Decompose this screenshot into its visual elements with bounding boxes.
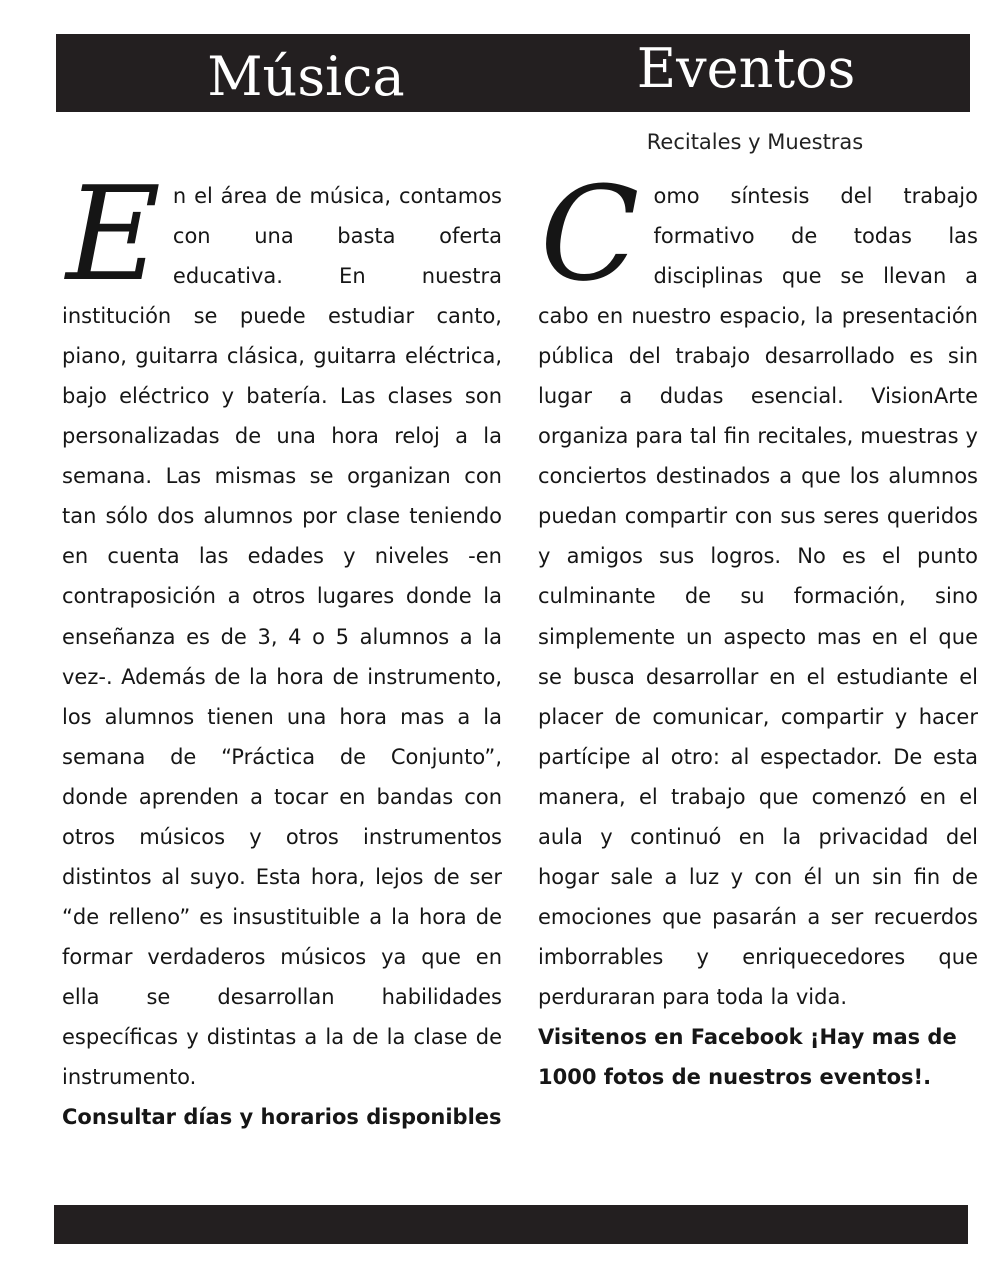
musica-title: Música (207, 45, 405, 108)
musica-body: n el área de música, contamos con una basta oferta educativa. En nuestra institución se puede estudiar canto, piano, guitarra clásica, guitarra eléctrica, bajo eléctrico y batería. Las clases son personalizadas de una hora reloj a la semana. Las mismas se organizan con tan sólo dos alumnos por clase teniendo en cuenta las edades y niveles -en contraposición a otros lugares donde la enseñanza es de 3, 4 o 5 alumnos a la vez-. Además de la hora de instrumento, los alumnos tienen una hora mas a la semana de “Práctica de Conjunto”, donde aprenden a tocar en bandas con otros músicos y otros instrumentos distintos al suyo. Esta hora, lejos de ser “de relleno” es insustituible a la hora de formar verdaderos músicos ya que en ella se desarrollan habilidades específicas y distintas a la de la clase de instrumento. (62, 184, 502, 1090)
eventos-subtitle: Recitales y Muestras (646, 130, 864, 154)
eventos-cta: Visitenos en Facebook ¡Hay mas de 1000 fotos de nuestros eventos!. (538, 1024, 957, 1090)
musica-cta: Consultar días y horarios disponibles (62, 1105, 502, 1130)
eventos-body: omo síntesis del trabajo formativo de todas las disciplinas que se llevan a cabo en nuestro espacio, la presentación pública del trabajo desarrollado es sin lugar a dudas esencial. VisionArte organiza para tal fin recitales, muestras y conciertos destinados a que los alumnos puedan compartir con sus seres queridos y amigos sus logros. No es el punto culminante de su formación, sino simplemente un aspecto mas en el que se busca desarrollar en el estudiante el placer de comunicar, compartir y hacer partícipe al otro: al espectador. De esta manera, el trabajo que comenzó en el aula y continuó en la privacidad del hogar sale a luz y con él un sin fin de emociones que pasarán a ser recuerdos imborrables y enriquecedores que perduraran para toda la vida. (538, 184, 978, 1009)
musica-dropcap: E (66, 158, 161, 310)
eventos-dropcap: C (540, 158, 640, 310)
musica-column (62, 158, 502, 1137)
header-bar (56, 34, 970, 112)
footer-bar (54, 1205, 968, 1244)
eventos-column (538, 158, 978, 1097)
eventos-title: Eventos (636, 37, 856, 100)
